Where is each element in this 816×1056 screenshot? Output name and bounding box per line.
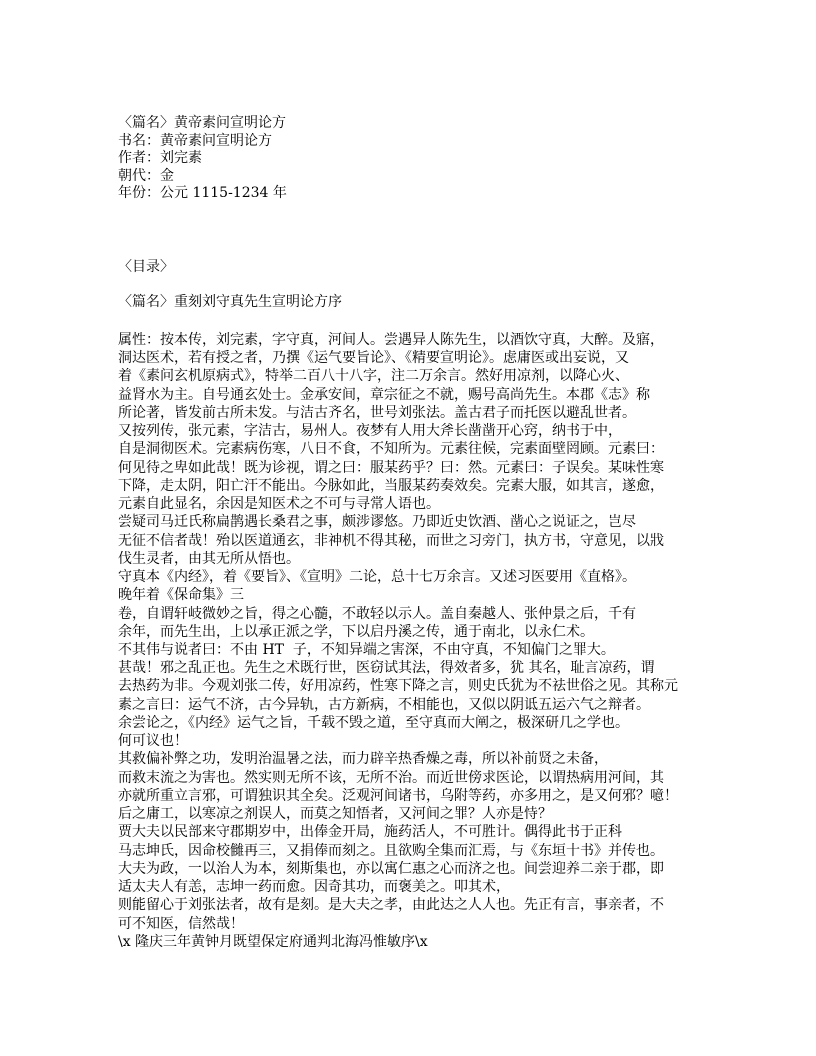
body-line: 甚哉！邪之乱正也。先生之术既行世，医窃试其法，得效者多，犹 其名，耻言凉药，谓 <box>118 660 655 677</box>
body-line: 余尝论之，《内经》运气之旨，千载不毁之道，至守真而大阐之，极深研几之学也。 <box>118 714 629 731</box>
body-line: 大夫为政，一以治人为本，刻斯集也，亦以寓仁惠之心而济之也。间尝迎养二亲于郡，即 <box>118 860 664 877</box>
book-name: 书名：黄帝素问宣明论方 <box>118 132 272 149</box>
body-line: 可不知医，信然哉！ <box>118 915 244 932</box>
body-line: 亦就所重立言邪，可谓独识其全矣。泛观河间诸书，乌附等药，亦多用之，是又何邪？噫！ <box>118 787 678 804</box>
author: 作者：刘完素 <box>118 150 202 166</box>
body-line: 所论著，皆发前古所未发。与洁古齐名，世号刘张法。盖古君子而托医以避乱世者。 <box>118 404 636 421</box>
body-line: 不其伟与说者曰：不由 HT 子，不知异端之害深，不由守真，不知偏门之罪大。 <box>118 641 615 658</box>
body-line: 适太夫人有恙，志坤一药而愈。因奇其功，而褒美之。叩其术， <box>118 879 510 896</box>
body-line: 晚年着《保命集》三 <box>118 587 244 604</box>
toc-label: 〈目录〉 <box>118 259 174 275</box>
years: 年份：公元 1115-1234 年 <box>118 185 287 201</box>
body-line: 后之庸工，以寒凉之剂误人，而莫之知悟者，又河间之罪？人亦是恃？ <box>118 806 552 823</box>
body-line: 贾大夫以民部来守郡期岁中，出俸金开局，施药活人，不可胜计。偶得此书于正科 <box>118 824 622 841</box>
body-text <box>118 331 678 951</box>
body-line: 其救偏补弊之功，发明治温暑之法，而力辟辛热香燥之毒，所以补前贤之未备， <box>118 751 608 768</box>
section-title: 〈篇名〉重刻刘守真先生宣明论方序 <box>118 294 342 310</box>
body-line: 自是洞彻医术。完素病伤寒，八日不食，不知所为。元素往候，完素面壁罔顾。元素曰： <box>118 441 664 458</box>
body-line: \x 隆庆三年黄钟月既望保定府通判北海冯惟敏序\x <box>118 933 428 950</box>
body-line: 则能留心于刘张法者，故有是刻。是大夫之孝，由此达之人人也。先正有言，事亲者，不 <box>118 897 664 914</box>
body-line: 着《素问玄机原病式》，特举二百八十八字，注二万余言。然好用凉剂，以降心火、 <box>118 368 629 385</box>
body-line: 去热药为非。今观刘张二传，好用凉药，性寒下降之言，则史氏犹为不祛世俗之见。其称元 <box>118 678 678 695</box>
body-line: 又按列传，张元素，字洁古，易州人。夜梦有人用大斧长凿凿开心窍，纳书于中， <box>118 423 622 440</box>
document-metadata <box>118 115 287 203</box>
section-heading <box>118 294 342 312</box>
body-line: 益肾水为主。自号通玄处士。金承安间，章宗征之不就，赐号高尚先生。本郡《志》称 <box>118 386 650 403</box>
body-line: 素之言曰：运气不济，古今异轨，古方新病，不相能也，又似以阴诋五运六气之辩者。 <box>118 696 650 713</box>
chapter-title: 〈篇名〉黄帝素问宣明论方 <box>118 115 286 131</box>
body-line: 尝疑司马迁氏称扁鹊遇长桑君之事，颇涉谬悠。乃即近史饮酒、凿心之说证之，岂尽 <box>118 514 636 531</box>
body-line: 何见待之卑如此哉！既为诊视，谓之曰：服某药乎？曰：然。元素曰：子误矣。某味性寒 <box>118 459 664 476</box>
body-line: 伐生灵者，由其无所从悟也。 <box>118 550 300 567</box>
body-line: 而救末流之为害也。然实则无所不该，无所不治。而近世傍求医论，以谓热病用河间，其 <box>118 769 664 786</box>
body-line: 守真本《内经》，着《要旨》、《宣明》二论，总十七万余言。又述习医要用《直格》。 <box>118 569 636 586</box>
dynasty: 朝代：金 <box>118 167 174 184</box>
body-line: 卷，自谓轩岐微妙之旨，得之心髓，不敢轻以示人。盖自秦越人、张仲景之后，千有 <box>118 605 636 622</box>
body-line: 洞达医术，若有授之者，乃撰《运气要旨论》、《精要宣明论》。虑庸医或出妄说，又 <box>118 350 629 367</box>
body-line: 何可议也！ <box>118 733 188 750</box>
body-line: 下降，走太阴，阳亡汗不能出。今脉如此，当服某药奏效矣。完素大服，如其言，遂愈， <box>118 477 664 494</box>
body-line: 余年，而先生出，上以承正派之学，下以启丹溪之传，通于南北，以永仁术。 <box>118 623 594 640</box>
toc-heading <box>118 259 174 277</box>
body-line: 元素自此显名，余因是知医术之不可与寻常人语也。 <box>118 496 440 513</box>
body-line: 属性：按本传，刘完素，字守真，河间人。尝遇异人陈先生，以酒饮守真，大醉。及寤， <box>118 332 664 348</box>
body-line: 马志坤氏，因命校雠再三，又捐俸而刻之。且欲购全集而汇焉，与《东垣十书》并传也。 <box>118 842 664 859</box>
body-line: 无征不信者哉！殆以医道通玄，非神机不得其秘，而世之习旁门，执方书，守意见，以戕 <box>118 532 664 549</box>
